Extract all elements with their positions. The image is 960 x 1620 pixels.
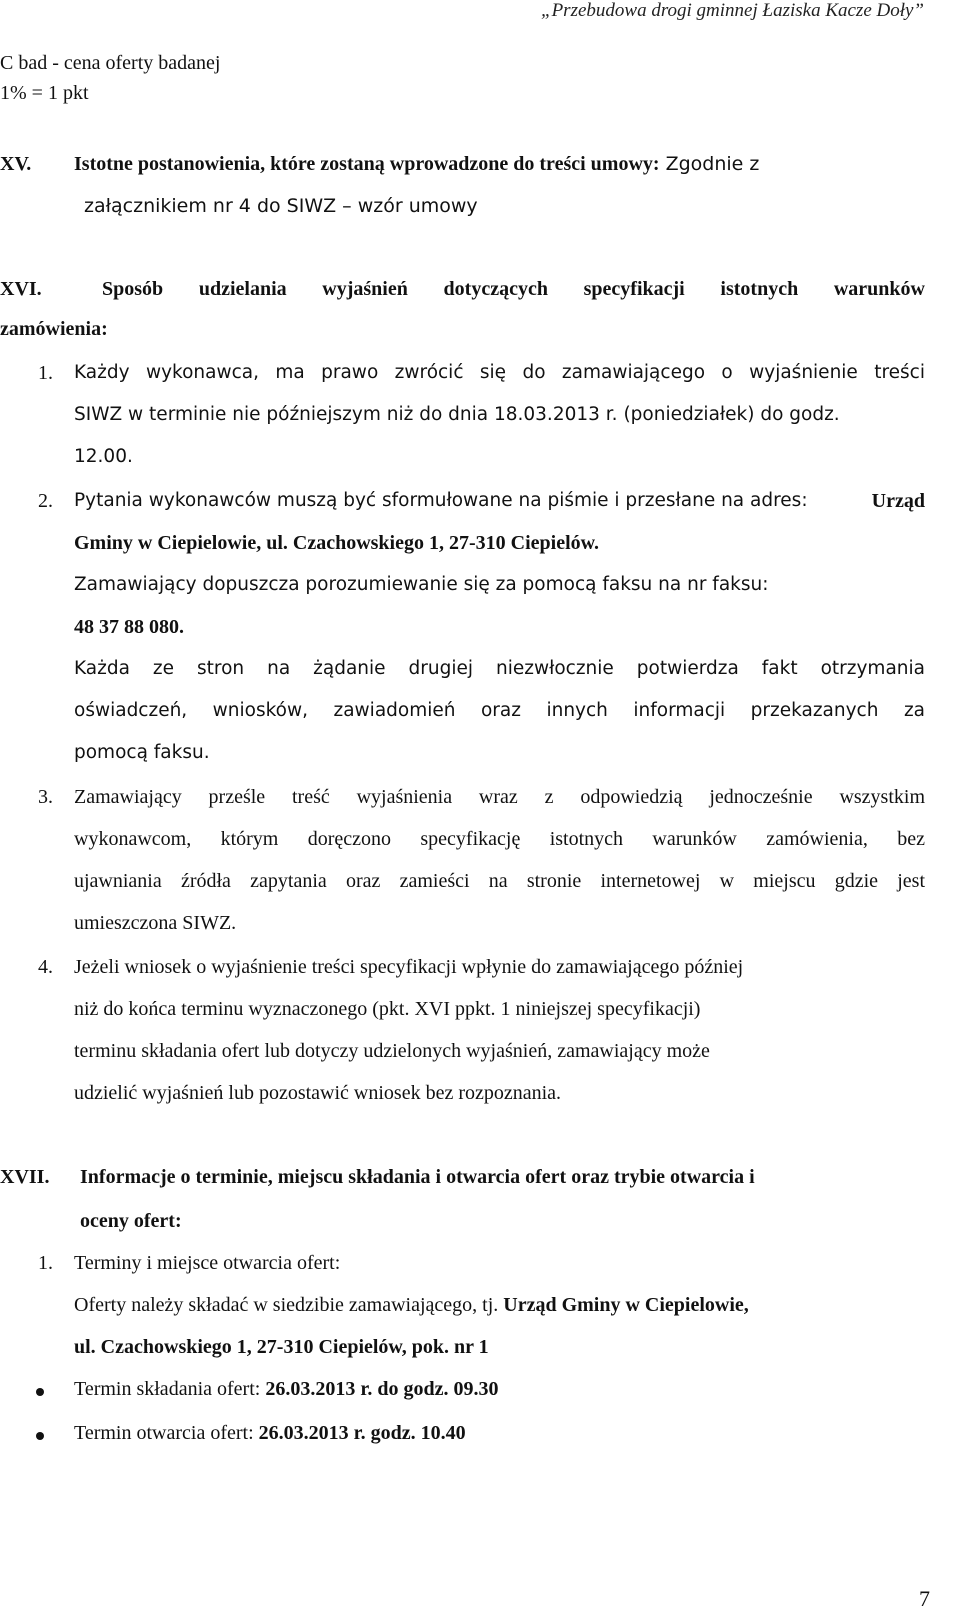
item2-text: Pytania wykonawców muszą być sformułowane na piśmie i przesłane na adres:: [74, 490, 808, 511]
paragraph-line: udzielić wyjaśnień lub pozostawić wniosek bez rozpoznania.: [74, 1082, 562, 1104]
paragraph-line: [74, 1294, 749, 1317]
list-number: 2.: [38, 490, 53, 512]
bullet-value: 26.03.2013 r. do godz. 09.30: [265, 1378, 499, 1400]
paragraph-line: pomocą faksu.: [74, 742, 210, 763]
paragraph-line: umieszczona SIWZ.: [74, 912, 237, 934]
section-xvi-heading: Sposób udzielania wyjaśnień dotyczących specyfikacji istotnych warunków: [102, 278, 925, 300]
paragraph-line: ujawniania źródła zapytania oraz zamieści na stronie internetowej w miejscu gdzie jest: [74, 870, 925, 892]
bullet-value: 26.03.2013 r. godz. 10.40: [258, 1422, 466, 1444]
paragraph-line: SIWZ w terminie nie późniejszym niż do dnia 18.03.2013 r. (poniedziałek) do godz.: [74, 404, 840, 425]
offer-place-office: Urząd Gminy w Ciepielowie,: [503, 1294, 749, 1316]
bullet-icon: [36, 1432, 44, 1440]
section-xvii-heading: Informacje o terminie, miejscu składania i otwarcia ofert oraz trybie otwarcia i: [80, 1166, 755, 1188]
paragraph-line: Każdy wykonawca, ma prawo zwrócić się do zamawiającego o wyjaśnienie treści: [74, 362, 925, 383]
section-xvii-heading-cont: oceny ofert:: [80, 1210, 182, 1232]
bullet-label: Termin otwarcia ofert:: [74, 1422, 254, 1444]
paragraph-line: oświadczeń, wniosków, zawiadomień oraz innych informacji przekazanych za: [74, 700, 925, 721]
list-number: 3.: [38, 786, 53, 808]
fax-number: 48 37 88 080.: [74, 616, 184, 638]
section-xv-heading: Istotne postanowienia, które zostaną wprowadzone do treści umowy:: [74, 153, 660, 175]
list-item: [74, 1422, 466, 1445]
offer-place-address: ul. Czachowskiego 1, 27-310 Ciepielów, pok. nr 1: [74, 1336, 489, 1358]
bullet-icon: [36, 1388, 44, 1396]
list-number: 4.: [38, 956, 53, 978]
bullet-label: Termin składania ofert:: [74, 1378, 261, 1400]
paragraph-line: wykonawcom, którym doręczono specyfikację istotnych warunków zamówienia, bez: [74, 828, 925, 850]
list-number: 1.: [38, 362, 53, 384]
paragraph-line: Zamawiający prześle treść wyjaśnienia wraz z odpowiedzią jednocześnie wszystkim: [74, 786, 925, 808]
formula-line: C bad - cena oferty badanej: [0, 52, 221, 74]
section-xv-tail: Zgodnie z: [659, 153, 760, 175]
section-xvi-heading-cont: zamówienia:: [0, 318, 108, 340]
paragraph-line: [74, 490, 925, 513]
paragraph-line: Terminy i miejsce otwarcia ofert:: [74, 1252, 341, 1274]
page-number: 7: [919, 1586, 930, 1611]
document-header-title: „Przebudowa drogi gminnej Łaziska Kacze Doły”: [541, 0, 924, 21]
address-line: Gminy w Ciepielowie, ul. Czachowskiego 1, 27-310 Ciepielów.: [74, 532, 599, 554]
formula-scale: 1% = 1 pkt: [0, 82, 89, 104]
paragraph-line: Zamawiający dopuszcza porozumiewanie się za pomocą faksu na nr faksu:: [74, 574, 769, 595]
paragraph-line: Jeżeli wniosek o wyjaśnienie treści specyfikacji wpłynie do zamawiającego później: [74, 956, 744, 978]
list-number: 1.: [38, 1252, 53, 1274]
offer-place-text: Oferty należy składać w siedzibie zamawiającego, tj.: [74, 1294, 499, 1316]
item2-address-start: Urząd: [871, 490, 925, 512]
section-xv-heading-line: [74, 153, 759, 176]
section-xv-line2: załącznikiem nr 4 do SIWZ – wzór umowy: [84, 195, 478, 217]
paragraph-line: Każda ze stron na żądanie drugiej niezwłocznie potwierdza fakt otrzymania: [74, 658, 925, 679]
list-item: [74, 1378, 498, 1401]
paragraph-line: niż do końca terminu wyznaczonego (pkt. XVI ppkt. 1 niniejszej specyfikacji): [74, 998, 701, 1020]
paragraph-line: terminu składania ofert lub dotyczy udzielonych wyjaśnień, zamawiający może: [74, 1040, 710, 1062]
section-xv-number: XV.: [0, 153, 32, 175]
section-xvii-number: XVII.: [0, 1166, 50, 1188]
section-xvi-number: XVI.: [0, 278, 42, 300]
paragraph-line: 12.00.: [74, 446, 133, 467]
